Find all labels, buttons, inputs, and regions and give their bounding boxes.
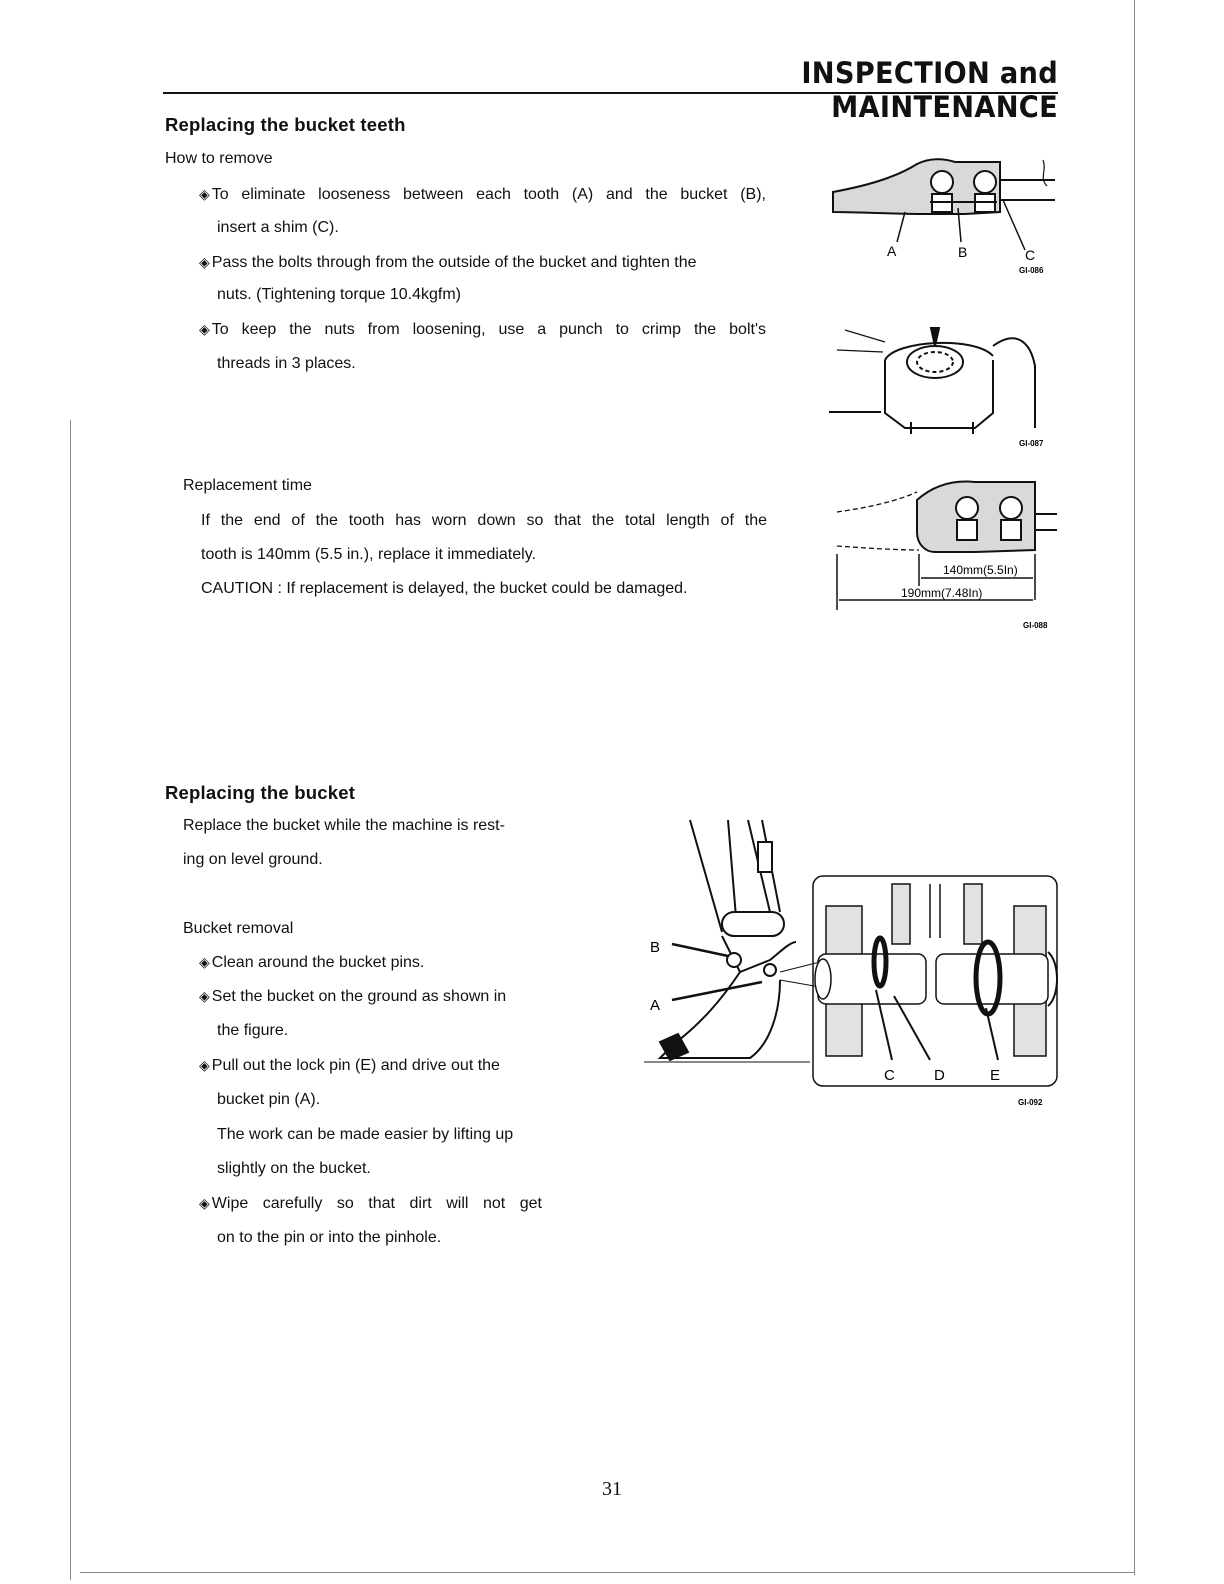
scan-edge-right — [1134, 0, 1135, 1575]
tooth-drawing — [833, 159, 1055, 214]
scan-edge-bottom — [80, 1572, 1135, 1573]
label-a: A — [887, 243, 897, 259]
pin-detail-box — [780, 876, 1057, 1086]
label-b: B — [650, 939, 661, 956]
figure-code-087: GI-087 — [1019, 439, 1044, 448]
scan-edge-left — [70, 420, 71, 1580]
label-a: A — [650, 997, 661, 1014]
label-c: C — [884, 1067, 895, 1084]
pin-callouts — [672, 944, 762, 1000]
diamond-bullet-icon: ◈ — [199, 254, 210, 270]
figure-code-088: GI-088 — [1023, 621, 1048, 630]
replacement-time-line-1: If the end of the tooth has worn down so that the total length of the — [201, 512, 767, 529]
diamond-bullet-icon: ◈ — [199, 186, 210, 202]
diamond-bullet-icon: ◈ — [199, 988, 210, 1004]
figure-nut-crimp — [825, 318, 1065, 453]
teeth-step-3-line-1: ◈ To keep the nuts from loosening, use a punch to crimp the bolt's — [199, 321, 766, 338]
figure-tooth-length — [825, 470, 1065, 630]
diamond-bullet-icon: ◈ — [199, 1195, 210, 1211]
replacement-time-line-2: tooth is 140mm (5.5 in.), replace it immediately. — [201, 546, 536, 563]
teeth-step-3-line-2: threads in 3 places. — [217, 355, 356, 372]
arm-and-bucket-drawing — [644, 820, 810, 1062]
subheading-replacement-time: Replacement time — [183, 477, 312, 494]
bucket-step-2-line-1: ◈ Set the bucket on the ground as shown in — [199, 988, 507, 1005]
page-number: 31 — [602, 1478, 622, 1500]
bucket-step-1: ◈ Clean around the bucket pins. — [199, 954, 425, 971]
label-d: D — [934, 1067, 945, 1084]
subheading-how-to-remove: How to remove — [165, 150, 273, 167]
bucket-step-3-line-2: bucket pin (A). — [217, 1091, 321, 1108]
teeth-step-1-line-1: ◈ To eliminate looseness between each tooth (A) and the bucket (B), — [199, 186, 766, 203]
diamond-bullet-icon: ◈ — [199, 954, 210, 970]
bucket-intro-line-1: Replace the bucket while the machine is rest- — [183, 817, 505, 834]
label-c: C — [1025, 247, 1036, 263]
section-title-bucket: Replacing the bucket — [165, 782, 356, 803]
page-header-title: INSPECTION and MAINTENANCE — [801, 56, 1058, 124]
dimension-140mm: 140mm(5.5In) — [943, 563, 1018, 577]
label-e: E — [990, 1067, 1001, 1084]
bucket-step-3-line-1: ◈ Pull out the lock pin (E) and drive out the — [199, 1057, 500, 1074]
subheading-bucket-removal: Bucket removal — [183, 920, 294, 937]
figure-bucket-pins — [630, 812, 1065, 1112]
section-title-bucket-teeth: Replacing the bucket teeth — [165, 114, 406, 135]
figure-tooth-assembly — [825, 150, 1065, 280]
teeth-step-2-line-1: ◈ Pass the bolts through from the outside of the bucket and tighten the — [199, 254, 697, 271]
figure-code-086: GI-086 — [1019, 266, 1044, 275]
teeth-step-1-line-2: insert a shim (C). — [217, 219, 339, 236]
teeth-step-2-line-2: nuts. (Tightening torque 10.4kgfm) — [217, 286, 461, 303]
diamond-bullet-icon: ◈ — [199, 1057, 210, 1073]
figure-code-092: GI-092 — [1018, 1098, 1043, 1107]
bucket-step-2-line-2: the figure. — [217, 1022, 289, 1039]
caution-text: CAUTION : If replacement is delayed, the bucket could be damaged. — [201, 580, 688, 597]
worn-tooth-drawing — [837, 482, 1057, 552]
bucket-step-3-line-3: The work can be made easier by lifting up — [217, 1126, 514, 1143]
dimension-190mm: 190mm(7.48In) — [901, 586, 983, 600]
bucket-intro-line-2: ing on level ground. — [183, 851, 323, 868]
nut-drawing — [829, 328, 1035, 434]
bucket-step-3-line-4: slightly on the bucket. — [217, 1160, 371, 1177]
bucket-step-4-line-2: on to the pin or into the pinhole. — [217, 1229, 442, 1246]
label-b: B — [958, 244, 968, 260]
diamond-bullet-icon: ◈ — [199, 321, 210, 337]
bucket-step-4-line-1: ◈ Wipe carefully so that dirt will not get — [199, 1195, 542, 1212]
